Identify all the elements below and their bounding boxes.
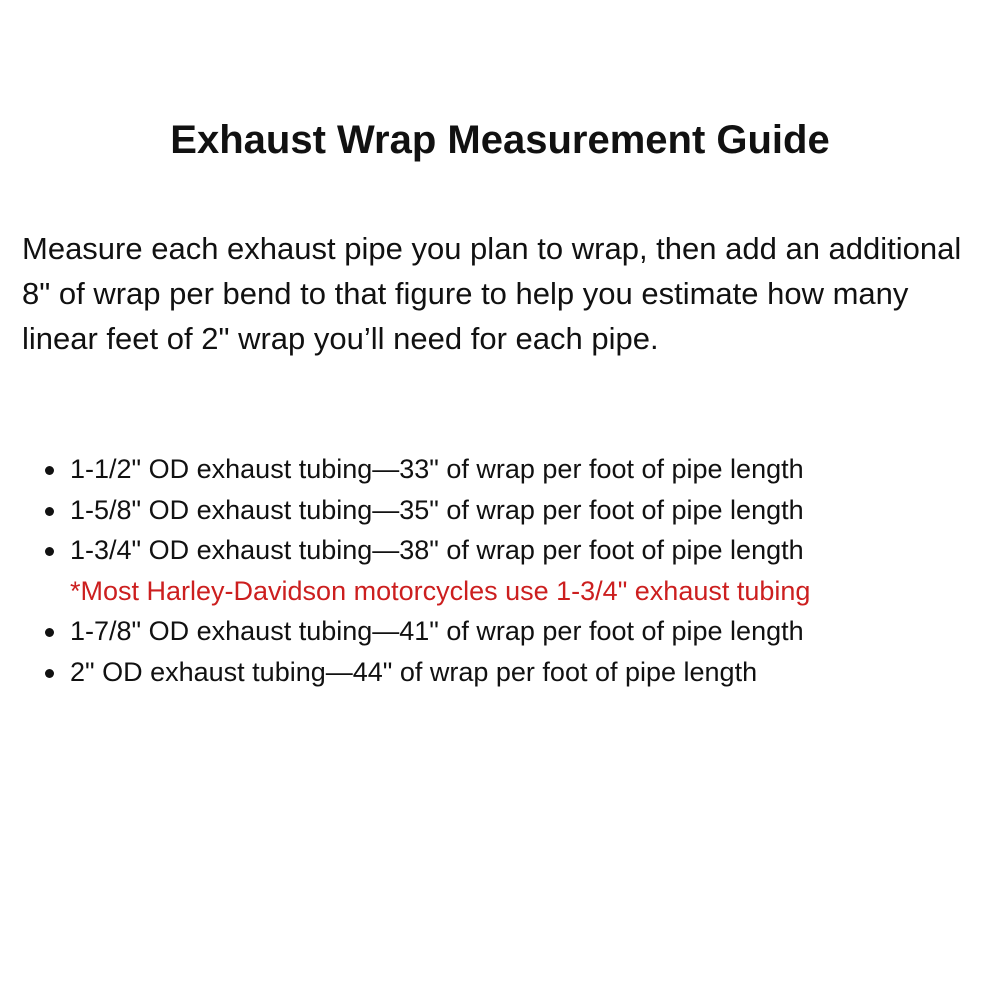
bullet-icon — [45, 547, 54, 556]
bullet-icon — [45, 466, 54, 475]
bullet-icon — [45, 507, 54, 516]
list-item — [70, 449, 980, 490]
bullet-icon — [45, 628, 54, 637]
harley-davidson-note: *Most Harley-Davidson motorcycles use 1-3/4" exhaust tubing — [70, 575, 811, 606]
list-item — [70, 490, 980, 531]
bullet-icon — [45, 669, 54, 678]
list-item-text: 1-1/2" OD exhaust tubing—33" of wrap per foot of pipe length — [70, 454, 804, 484]
list-item-text: 1-7/8" OD exhaust tubing—41" of wrap per foot of pipe length — [70, 616, 804, 646]
tubing-size-list — [70, 449, 980, 692]
list-item — [70, 611, 980, 652]
list-item-text: 1-3/4" OD exhaust tubing—38" of wrap per foot of pipe length — [70, 535, 804, 565]
page-title: Exhaust Wrap Measurement Guide — [170, 118, 830, 162]
intro-paragraph: Measure each exhaust pipe you plan to wrap, then add an additional 8" of wrap per bend to that figure to help you estimate how many linear feet of 2" wrap you’ll need for each pipe. — [22, 231, 962, 356]
list-item-text: 1-5/8" OD exhaust tubing—35" of wrap per foot of pipe length — [70, 494, 804, 525]
list-item — [70, 652, 980, 693]
list-item — [70, 530, 980, 611]
list-item-text: 2" OD exhaust tubing—44" of wrap per foot of pipe length — [70, 656, 758, 687]
